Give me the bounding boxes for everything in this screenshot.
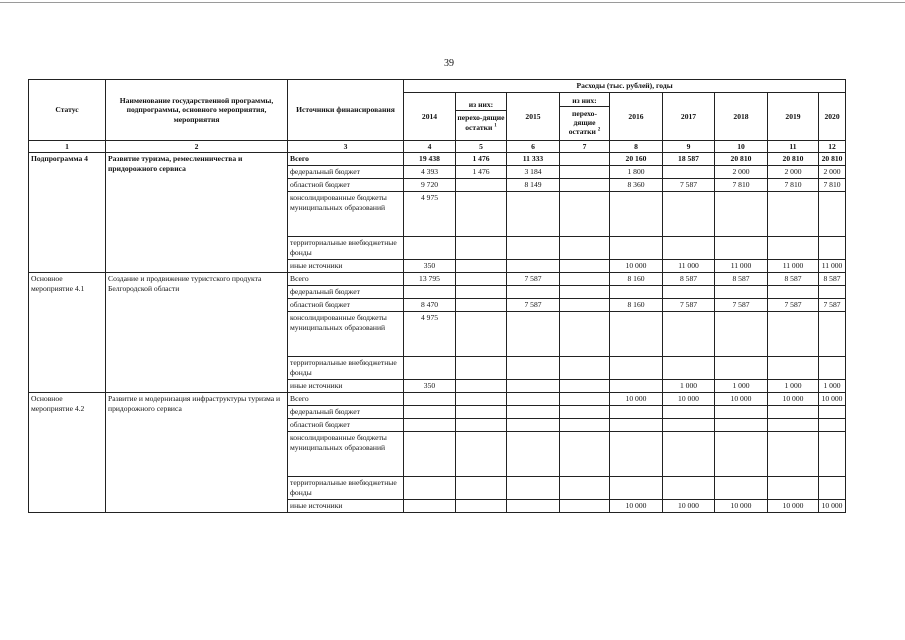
table-body bbox=[29, 153, 846, 513]
amount-cell: 350 bbox=[404, 260, 456, 273]
amount-cell bbox=[819, 477, 846, 500]
top-rule bbox=[0, 2, 905, 3]
amount-cell: 10 000 bbox=[610, 500, 663, 513]
amount-cell bbox=[610, 380, 663, 393]
amount-cell: 13 795 bbox=[404, 273, 456, 286]
amount-cell bbox=[507, 406, 560, 419]
amount-cell bbox=[663, 237, 715, 260]
table-row bbox=[29, 273, 846, 286]
amount-cell bbox=[560, 406, 610, 419]
amount-cell bbox=[560, 179, 610, 192]
amount-cell bbox=[560, 432, 610, 477]
amount-cell bbox=[507, 419, 560, 432]
amount-cell bbox=[610, 357, 663, 380]
amount-cell: 7 587 bbox=[507, 273, 560, 286]
table-row bbox=[29, 153, 846, 166]
column-number: 7 bbox=[560, 141, 610, 153]
column-number: 2 bbox=[106, 141, 288, 153]
amount-cell bbox=[404, 406, 456, 419]
amount-cell bbox=[456, 406, 507, 419]
amount-cell bbox=[560, 260, 610, 273]
amount-cell bbox=[663, 192, 715, 237]
footnote-2: 2 bbox=[597, 127, 601, 133]
page-number: 39 bbox=[444, 58, 454, 69]
header-year-2014: 2014 bbox=[404, 93, 456, 141]
amount-cell bbox=[456, 357, 507, 380]
amount-cell: 7 587 bbox=[768, 299, 819, 312]
amount-cell bbox=[507, 192, 560, 237]
amount-cell bbox=[560, 237, 610, 260]
amount-cell bbox=[456, 393, 507, 406]
amount-cell: 10 000 bbox=[610, 393, 663, 406]
amount-cell: 4 975 bbox=[404, 192, 456, 237]
header-of-them-1: из них: bbox=[456, 99, 506, 111]
program-name-cell: Создание и продвижение туристского продукта Белгородской области bbox=[106, 273, 288, 393]
column-number: 3 bbox=[288, 141, 404, 153]
amount-cell: 10 000 bbox=[663, 393, 715, 406]
amount-cell: 1 000 bbox=[663, 380, 715, 393]
amount-cell bbox=[560, 500, 610, 513]
amount-cell: 1 476 bbox=[456, 153, 507, 166]
amount-cell: 10 000 bbox=[715, 500, 768, 513]
funding-source-cell: иные источники bbox=[288, 260, 404, 273]
amount-cell: 10 000 bbox=[768, 393, 819, 406]
funding-source-cell: иные источники bbox=[288, 500, 404, 513]
funding-source-cell: федеральный бюджет bbox=[288, 406, 404, 419]
amount-cell bbox=[663, 286, 715, 299]
amount-cell bbox=[560, 192, 610, 237]
amount-cell: 19 438 bbox=[404, 153, 456, 166]
amount-cell bbox=[507, 477, 560, 500]
amount-cell bbox=[456, 432, 507, 477]
amount-cell bbox=[768, 312, 819, 357]
status-cell: Основное мероприятие 4.1 bbox=[29, 273, 106, 393]
table-row bbox=[29, 393, 846, 406]
amount-cell bbox=[507, 237, 560, 260]
amount-cell: 11 000 bbox=[819, 260, 846, 273]
amount-cell: 2 000 bbox=[768, 166, 819, 179]
amount-cell bbox=[715, 192, 768, 237]
amount-cell bbox=[560, 380, 610, 393]
funding-source-cell: территориальные внебюджетные фонды bbox=[288, 357, 404, 380]
amount-cell bbox=[715, 357, 768, 380]
amount-cell bbox=[610, 432, 663, 477]
funding-source-cell: консолидированные бюджеты муниципальных образований bbox=[288, 192, 404, 237]
funding-source-cell: федеральный бюджет bbox=[288, 286, 404, 299]
amount-cell bbox=[456, 237, 507, 260]
amount-cell bbox=[404, 393, 456, 406]
amount-cell bbox=[768, 192, 819, 237]
amount-cell bbox=[663, 357, 715, 380]
column-number-row bbox=[29, 141, 846, 153]
amount-cell bbox=[663, 406, 715, 419]
column-number: 10 bbox=[715, 141, 768, 153]
column-number: 11 bbox=[768, 141, 819, 153]
amount-cell bbox=[404, 477, 456, 500]
amount-cell: 20 810 bbox=[768, 153, 819, 166]
amount-cell bbox=[663, 166, 715, 179]
amount-cell bbox=[819, 406, 846, 419]
amount-cell bbox=[507, 500, 560, 513]
amount-cell bbox=[560, 393, 610, 406]
amount-cell: 11 000 bbox=[715, 260, 768, 273]
amount-cell: 10 000 bbox=[663, 500, 715, 513]
amount-cell bbox=[456, 380, 507, 393]
amount-cell: 10 000 bbox=[819, 500, 846, 513]
funding-source-cell: областной бюджет bbox=[288, 419, 404, 432]
amount-cell bbox=[456, 260, 507, 273]
program-name-cell: Развитие туризма, ремесленничества и придорожного сервиса bbox=[106, 153, 288, 273]
amount-cell bbox=[610, 406, 663, 419]
amount-cell bbox=[456, 179, 507, 192]
amount-cell bbox=[560, 357, 610, 380]
amount-cell: 7 810 bbox=[715, 179, 768, 192]
amount-cell bbox=[507, 286, 560, 299]
header-year-2018: 2018 bbox=[715, 93, 768, 141]
amount-cell: 7 810 bbox=[819, 179, 846, 192]
funding-source-cell: областной бюджет bbox=[288, 299, 404, 312]
amount-cell bbox=[507, 432, 560, 477]
amount-cell bbox=[610, 286, 663, 299]
amount-cell: 1 800 bbox=[610, 166, 663, 179]
amount-cell bbox=[610, 477, 663, 500]
amount-cell: 7 587 bbox=[663, 179, 715, 192]
header-year-2017: 2017 bbox=[663, 93, 715, 141]
column-number: 8 bbox=[610, 141, 663, 153]
amount-cell bbox=[456, 500, 507, 513]
amount-cell bbox=[404, 237, 456, 260]
header-year-2015: 2015 bbox=[507, 93, 560, 141]
amount-cell bbox=[715, 312, 768, 357]
header-carryover-1 bbox=[456, 93, 507, 141]
amount-cell bbox=[560, 477, 610, 500]
amount-cell bbox=[663, 477, 715, 500]
amount-cell: 1 000 bbox=[819, 380, 846, 393]
funding-source-cell: территориальные внебюджетные фонды bbox=[288, 237, 404, 260]
amount-cell bbox=[404, 500, 456, 513]
header-year-2020: 2020 bbox=[819, 93, 846, 141]
amount-cell bbox=[819, 432, 846, 477]
amount-cell: 11 000 bbox=[768, 260, 819, 273]
amount-cell bbox=[768, 237, 819, 260]
amount-cell bbox=[768, 477, 819, 500]
status-cell: Основное мероприятие 4.2 bbox=[29, 393, 106, 513]
amount-cell bbox=[819, 357, 846, 380]
amount-cell: 1 476 bbox=[456, 166, 507, 179]
amount-cell: 20 810 bbox=[819, 153, 846, 166]
header-name: Наименование государственной программы, подпрограммы, основного мероприятия, мероприятия bbox=[106, 80, 288, 141]
amount-cell bbox=[610, 419, 663, 432]
amount-cell: 8 160 bbox=[610, 299, 663, 312]
amount-cell bbox=[715, 419, 768, 432]
column-number: 12 bbox=[819, 141, 846, 153]
amount-cell bbox=[456, 419, 507, 432]
amount-cell: 8 587 bbox=[819, 273, 846, 286]
amount-cell bbox=[819, 286, 846, 299]
amount-cell bbox=[715, 432, 768, 477]
amount-cell: 7 587 bbox=[715, 299, 768, 312]
amount-cell bbox=[715, 286, 768, 299]
amount-cell: 1 000 bbox=[768, 380, 819, 393]
amount-cell bbox=[404, 286, 456, 299]
amount-cell: 3 184 bbox=[507, 166, 560, 179]
amount-cell: 11 000 bbox=[663, 260, 715, 273]
amount-cell bbox=[560, 299, 610, 312]
header-carryover-2 bbox=[560, 93, 610, 141]
amount-cell bbox=[768, 286, 819, 299]
funding-source-cell: консолидированные бюджеты муниципальных образований bbox=[288, 312, 404, 357]
amount-cell bbox=[768, 357, 819, 380]
amount-cell bbox=[663, 419, 715, 432]
amount-cell bbox=[507, 380, 560, 393]
program-name-cell: Развитие и модернизация инфраструктуры туризма и придорожного сервиса bbox=[106, 393, 288, 513]
amount-cell bbox=[507, 357, 560, 380]
amount-cell bbox=[819, 312, 846, 357]
funding-source-cell: консолидированные бюджеты муниципальных образований bbox=[288, 432, 404, 477]
column-number: 9 bbox=[663, 141, 715, 153]
header-sources: Источники финансирования bbox=[288, 80, 404, 141]
amount-cell: 8 149 bbox=[507, 179, 560, 192]
amount-cell: 20 160 bbox=[610, 153, 663, 166]
funding-source-cell: территориальные внебюджетные фонды bbox=[288, 477, 404, 500]
amount-cell: 1 000 bbox=[715, 380, 768, 393]
amount-cell bbox=[560, 153, 610, 166]
funding-source-cell: Всего bbox=[288, 273, 404, 286]
amount-cell bbox=[507, 260, 560, 273]
footnote-1: 1 bbox=[494, 123, 497, 129]
amount-cell: 10 000 bbox=[610, 260, 663, 273]
header-row-top bbox=[29, 80, 846, 93]
amount-cell: 8 587 bbox=[715, 273, 768, 286]
amount-cell bbox=[404, 419, 456, 432]
column-number: 6 bbox=[507, 141, 560, 153]
amount-cell: 8 470 bbox=[404, 299, 456, 312]
amount-cell: 10 000 bbox=[819, 393, 846, 406]
amount-cell: 2 000 bbox=[819, 166, 846, 179]
header-carryover-1-label: перехо-дящие остатки bbox=[457, 113, 505, 132]
amount-cell: 350 bbox=[404, 380, 456, 393]
funding-source-cell: федеральный бюджет bbox=[288, 166, 404, 179]
column-number: 1 bbox=[29, 141, 106, 153]
funding-source-cell: иные источники bbox=[288, 380, 404, 393]
amount-cell: 4 393 bbox=[404, 166, 456, 179]
amount-cell: 7 587 bbox=[507, 299, 560, 312]
amount-cell bbox=[456, 299, 507, 312]
header-expenses: Расходы (тыс. рублей), годы bbox=[404, 80, 846, 93]
amount-cell bbox=[768, 419, 819, 432]
amount-cell bbox=[456, 477, 507, 500]
amount-cell bbox=[507, 393, 560, 406]
amount-cell: 8 587 bbox=[768, 273, 819, 286]
amount-cell bbox=[819, 419, 846, 432]
amount-cell: 11 333 bbox=[507, 153, 560, 166]
amount-cell bbox=[456, 273, 507, 286]
funding-source-cell: Всего bbox=[288, 393, 404, 406]
amount-cell bbox=[456, 286, 507, 299]
amount-cell bbox=[456, 192, 507, 237]
amount-cell: 8 587 bbox=[663, 273, 715, 286]
header-year-2016: 2016 bbox=[610, 93, 663, 141]
amount-cell bbox=[560, 286, 610, 299]
header-status: Статус bbox=[29, 80, 106, 141]
column-number: 4 bbox=[404, 141, 456, 153]
amount-cell bbox=[404, 357, 456, 380]
amount-cell: 8 160 bbox=[610, 273, 663, 286]
header-of-them-2: из них: bbox=[560, 95, 609, 107]
amount-cell bbox=[456, 312, 507, 357]
amount-cell: 9 720 bbox=[404, 179, 456, 192]
amount-cell bbox=[715, 477, 768, 500]
budget-table bbox=[28, 79, 846, 513]
amount-cell: 2 000 bbox=[715, 166, 768, 179]
funding-source-cell: областной бюджет bbox=[288, 179, 404, 192]
amount-cell: 10 000 bbox=[768, 500, 819, 513]
amount-cell bbox=[560, 166, 610, 179]
amount-cell bbox=[610, 312, 663, 357]
amount-cell: 18 587 bbox=[663, 153, 715, 166]
amount-cell: 10 000 bbox=[715, 393, 768, 406]
header-year-2019: 2019 bbox=[768, 93, 819, 141]
amount-cell: 7 587 bbox=[819, 299, 846, 312]
amount-cell bbox=[610, 237, 663, 260]
amount-cell: 4 975 bbox=[404, 312, 456, 357]
amount-cell: 20 810 bbox=[715, 153, 768, 166]
amount-cell bbox=[715, 237, 768, 260]
amount-cell: 7 810 bbox=[768, 179, 819, 192]
amount-cell bbox=[404, 432, 456, 477]
amount-cell bbox=[768, 406, 819, 419]
amount-cell bbox=[819, 237, 846, 260]
amount-cell bbox=[560, 419, 610, 432]
status-cell: Подпрограмма 4 bbox=[29, 153, 106, 273]
amount-cell bbox=[768, 432, 819, 477]
amount-cell bbox=[819, 192, 846, 237]
amount-cell: 8 360 bbox=[610, 179, 663, 192]
header-carryover-2-label: перехо-дящие остатки bbox=[568, 108, 598, 137]
amount-cell bbox=[663, 432, 715, 477]
amount-cell: 7 587 bbox=[663, 299, 715, 312]
funding-source-cell: Всего bbox=[288, 153, 404, 166]
amount-cell bbox=[560, 312, 610, 357]
amount-cell bbox=[507, 312, 560, 357]
column-number: 5 bbox=[456, 141, 507, 153]
amount-cell bbox=[663, 312, 715, 357]
amount-cell bbox=[560, 273, 610, 286]
amount-cell bbox=[610, 192, 663, 237]
amount-cell bbox=[715, 406, 768, 419]
